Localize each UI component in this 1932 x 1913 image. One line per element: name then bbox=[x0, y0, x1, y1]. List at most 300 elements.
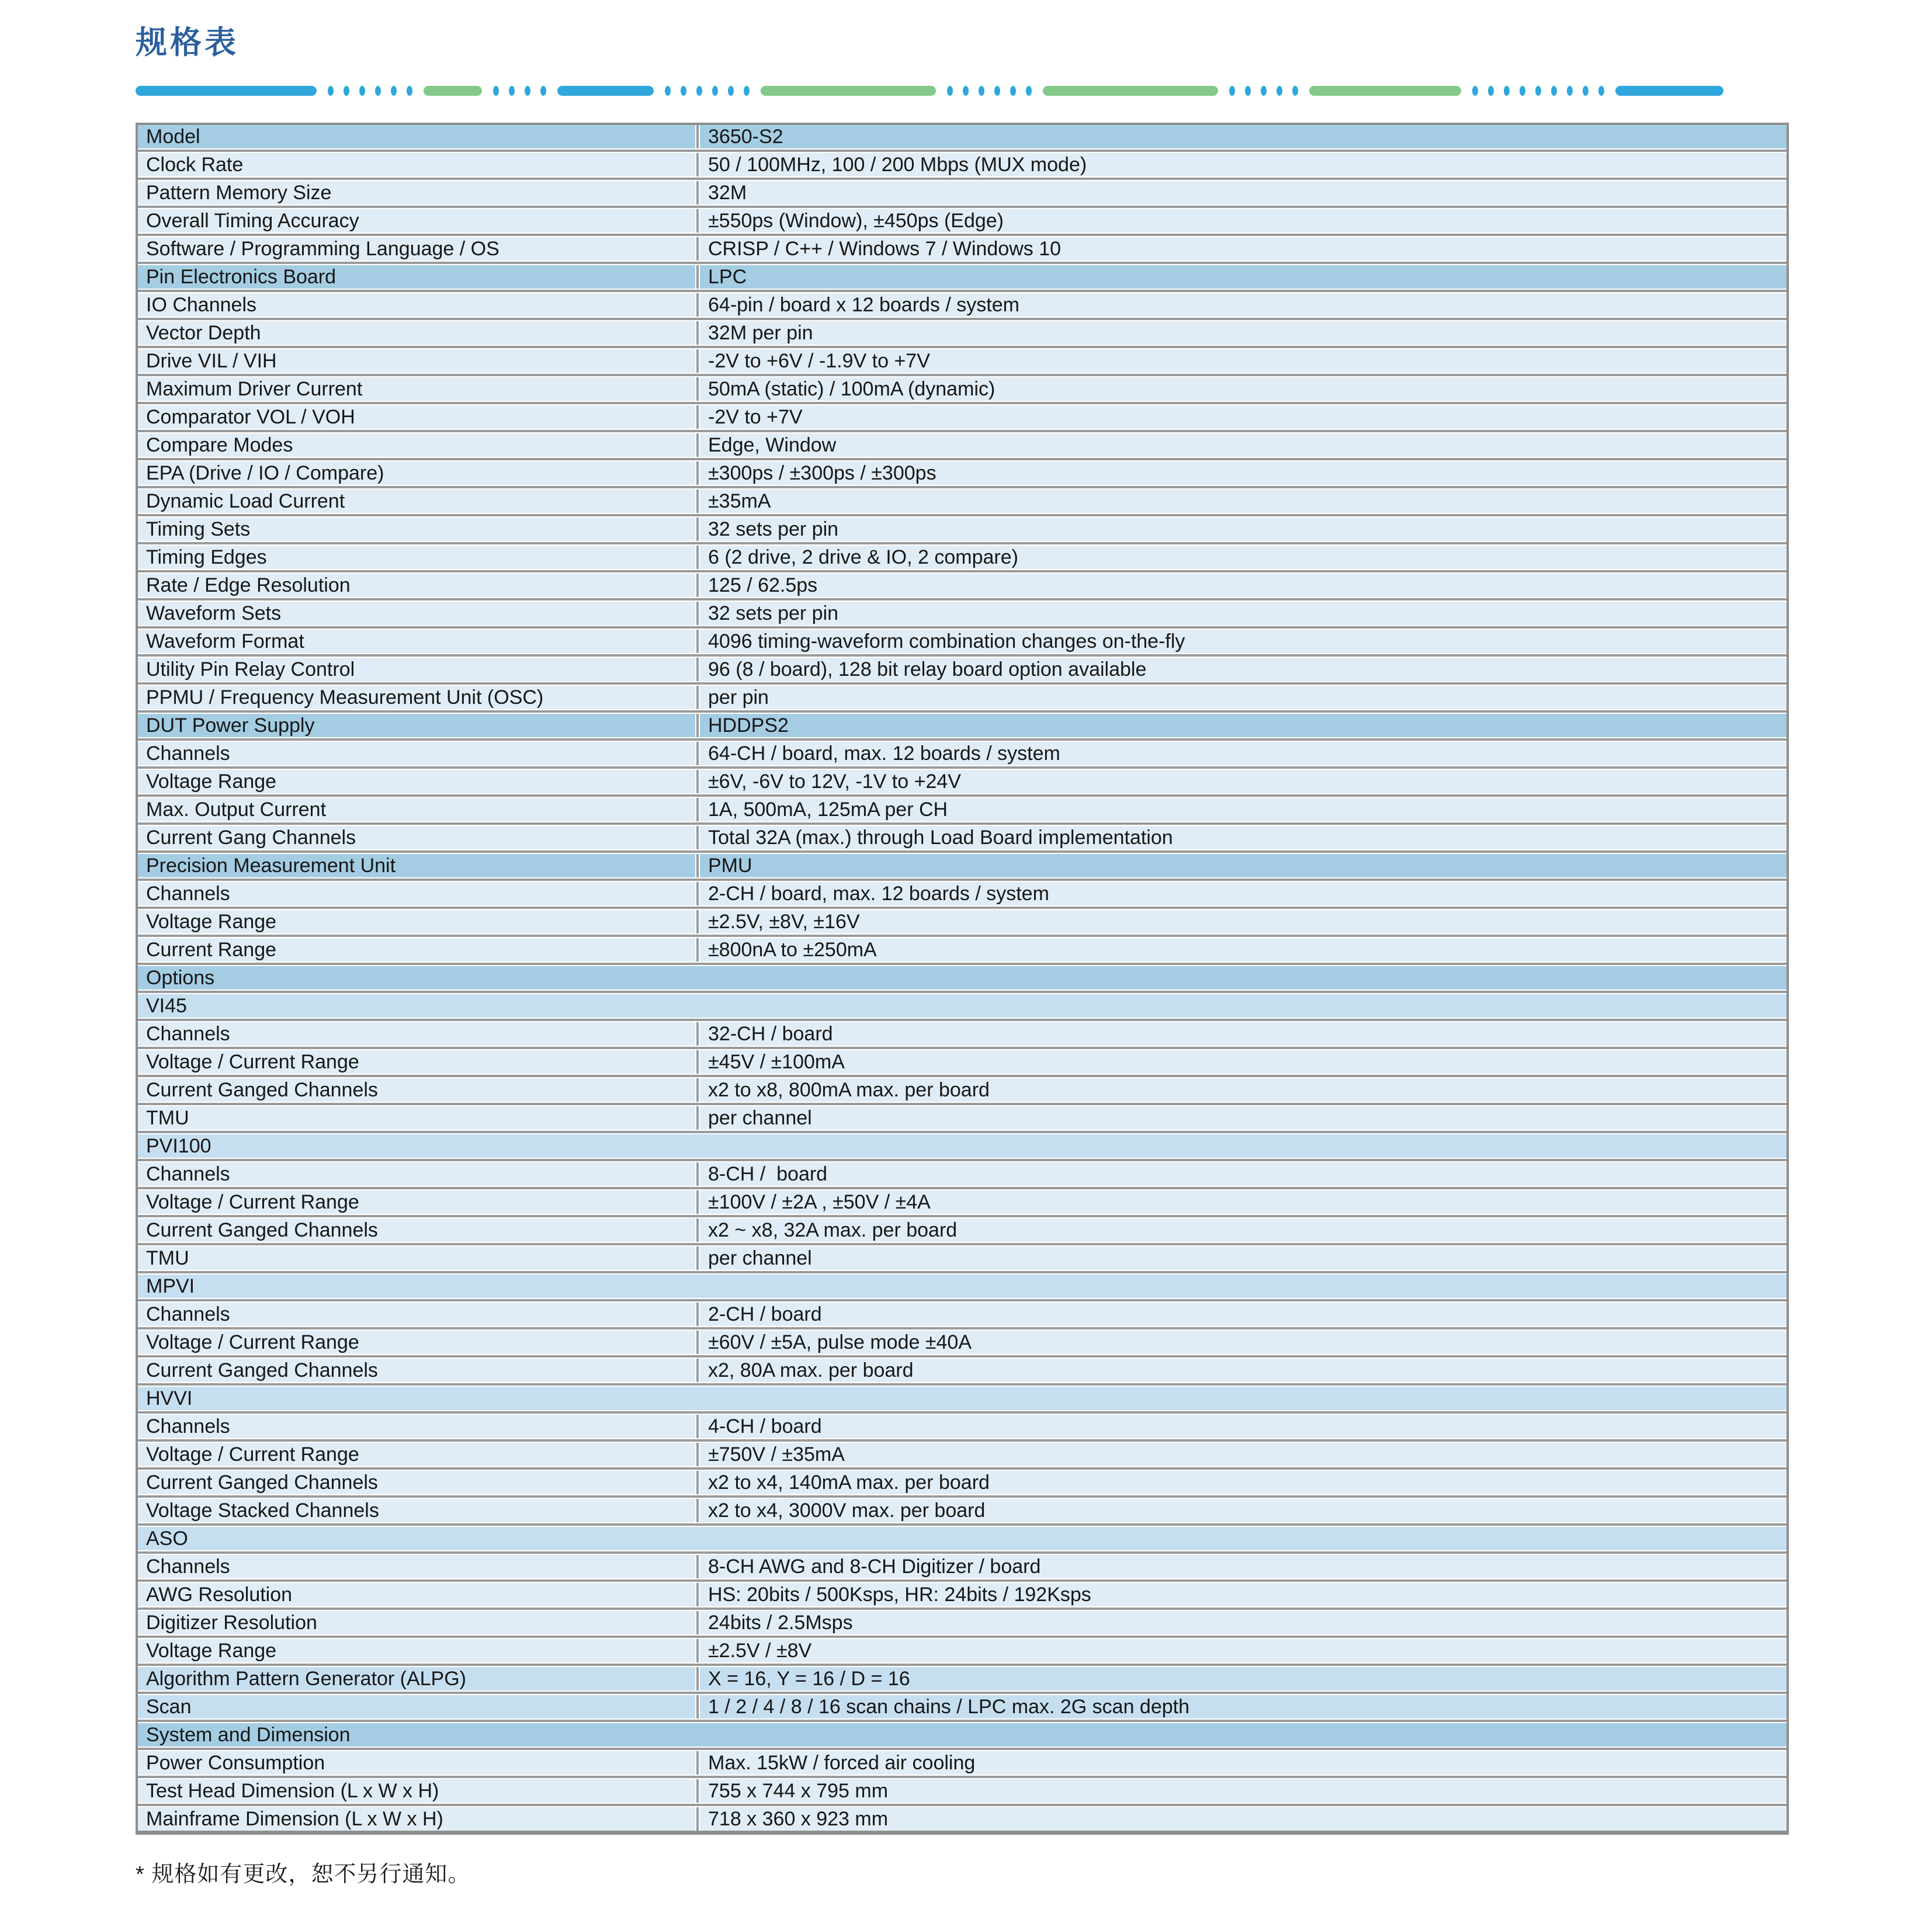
row-divider bbox=[138, 877, 1787, 882]
spec-label bbox=[138, 658, 695, 681]
column-divider bbox=[695, 1050, 700, 1074]
row-divider bbox=[138, 401, 1787, 405]
spec-value-text: HS: 20bits / 500Ksps, HR: 24bits / 192Ksps bbox=[708, 1584, 1091, 1606]
column-divider bbox=[695, 349, 700, 373]
column-divider bbox=[695, 1555, 700, 1578]
divider-dot bbox=[681, 86, 686, 96]
spec-value-text: HDDPS2 bbox=[708, 714, 789, 737]
spec-value bbox=[700, 1078, 1787, 1102]
spec-row bbox=[138, 1499, 1787, 1522]
spec-value bbox=[700, 265, 1787, 289]
spec-label-text: Software / Programming Language / OS bbox=[146, 238, 500, 261]
spec-label-text: Scan bbox=[146, 1696, 192, 1718]
section-header-row bbox=[138, 265, 1787, 289]
row-divider bbox=[138, 373, 1787, 377]
divider-dot bbox=[963, 86, 969, 96]
divider-dot bbox=[1261, 86, 1267, 96]
spec-label bbox=[138, 574, 695, 597]
row-divider bbox=[138, 1775, 1787, 1779]
spec-value-text: x2 to x8, 800mA max. per board bbox=[708, 1079, 990, 1102]
spec-value bbox=[700, 1162, 1787, 1186]
column-divider bbox=[695, 1190, 700, 1214]
spec-label bbox=[138, 1639, 695, 1662]
spec-row bbox=[138, 938, 1787, 961]
spec-value bbox=[700, 377, 1787, 401]
spec-label bbox=[138, 1247, 695, 1270]
spec-row bbox=[138, 1331, 1787, 1354]
spec-value bbox=[700, 686, 1787, 709]
spec-value bbox=[700, 181, 1787, 204]
column-divider bbox=[695, 321, 700, 345]
row-divider bbox=[138, 317, 1787, 321]
row-divider bbox=[138, 289, 1787, 293]
spec-value bbox=[700, 237, 1787, 261]
spec-label-text: Voltage Range bbox=[146, 1640, 277, 1662]
divider-dot bbox=[665, 86, 671, 96]
spec-label bbox=[138, 1078, 695, 1102]
spec-label bbox=[138, 1527, 1787, 1550]
column-divider bbox=[695, 1695, 700, 1718]
spec-row bbox=[138, 1022, 1787, 1046]
spec-row bbox=[138, 1359, 1787, 1382]
spec-row bbox=[138, 1443, 1787, 1466]
spec-value-text: ±35mA bbox=[708, 490, 771, 513]
spec-value-text: Total 32A (max.) through Load Board implementation bbox=[708, 827, 1173, 849]
section-header-row bbox=[138, 125, 1787, 148]
spec-label bbox=[138, 1050, 695, 1074]
column-divider bbox=[695, 1078, 700, 1102]
spec-label bbox=[138, 1695, 695, 1718]
spec-value-text: 4096 timing-waveform combination changes on-the-fly bbox=[708, 630, 1185, 653]
spec-value bbox=[700, 1695, 1787, 1718]
spec-label-text: Dynamic Load Current bbox=[146, 490, 345, 513]
spec-row bbox=[138, 1247, 1787, 1270]
spec-row bbox=[138, 770, 1787, 793]
row-divider bbox=[138, 1747, 1787, 1751]
column-divider bbox=[695, 1667, 700, 1690]
divider-dots bbox=[493, 86, 546, 96]
column-divider bbox=[695, 1779, 700, 1803]
spec-value bbox=[700, 518, 1787, 541]
spec-row bbox=[138, 461, 1787, 485]
spec-label-text: MPVI bbox=[146, 1275, 195, 1298]
column-divider bbox=[695, 574, 700, 597]
page-title: 规格表 bbox=[136, 25, 239, 60]
divider-dots bbox=[1472, 86, 1604, 96]
spec-label bbox=[138, 826, 695, 849]
row-divider bbox=[138, 513, 1787, 518]
divider-dot bbox=[1504, 86, 1510, 96]
column-divider bbox=[695, 686, 700, 709]
divider-dot bbox=[493, 86, 499, 96]
spec-label-text: Voltage / Current Range bbox=[146, 1443, 359, 1466]
spec-label bbox=[138, 321, 695, 345]
spec-value-text: LPC bbox=[708, 266, 747, 289]
spec-label-text: Algorithm Pattern Generator (ALPG) bbox=[146, 1668, 467, 1690]
spec-label bbox=[138, 1583, 695, 1606]
spec-label bbox=[138, 237, 695, 261]
spec-value bbox=[700, 461, 1787, 485]
spec-label bbox=[138, 209, 695, 232]
spec-label-text: Maximum Driver Current bbox=[146, 378, 363, 401]
spec-label bbox=[138, 1387, 1787, 1410]
spec-label bbox=[138, 1218, 695, 1242]
column-divider bbox=[695, 1415, 700, 1438]
column-divider bbox=[695, 714, 700, 737]
spec-label-text: EPA (Drive / IO / Compare) bbox=[146, 462, 384, 485]
row-divider bbox=[138, 1074, 1787, 1078]
spec-value bbox=[700, 1331, 1787, 1354]
spec-value-text: per pin bbox=[708, 686, 769, 709]
divider-dot bbox=[712, 86, 718, 96]
spec-value-text: 50 / 100MHz, 100 / 200 Mbps (MUX mode) bbox=[708, 154, 1087, 176]
spec-sheet-page bbox=[136, 26, 1789, 1888]
spec-value-text: Edge, Window bbox=[708, 434, 837, 457]
spec-row bbox=[138, 574, 1787, 597]
spec-value-text: x2 ~ x8, 32A max. per board bbox=[708, 1219, 958, 1242]
row-divider bbox=[138, 485, 1787, 489]
section-header-row bbox=[138, 966, 1787, 990]
spec-value-text: ±550ps (Window), ±450ps (Edge) bbox=[708, 210, 1004, 232]
spec-label-text: Current Ganged Channels bbox=[146, 1359, 378, 1382]
row-divider bbox=[138, 597, 1787, 602]
spec-label-text: Waveform Format bbox=[146, 630, 304, 653]
column-divider bbox=[695, 1331, 700, 1354]
row-divider bbox=[138, 1270, 1787, 1275]
spec-label-text: Current Ganged Channels bbox=[146, 1471, 378, 1494]
spec-row bbox=[138, 433, 1787, 457]
spec-value-text: ±100V / ±2A , ±50V / ±4A bbox=[708, 1191, 931, 1214]
spec-value bbox=[700, 1583, 1787, 1606]
spec-label-text: System and Dimension bbox=[146, 1724, 351, 1747]
spec-label bbox=[138, 518, 695, 541]
row-divider bbox=[138, 1130, 1787, 1134]
column-divider bbox=[695, 1471, 700, 1494]
spec-value-text: 755 x 744 x 795 mm bbox=[708, 1780, 889, 1803]
divider-dot bbox=[1535, 86, 1541, 96]
spec-row bbox=[138, 546, 1787, 569]
column-divider bbox=[695, 1807, 700, 1831]
spec-value-text: 8-CH / board bbox=[708, 1163, 828, 1186]
row-divider bbox=[138, 1046, 1787, 1050]
spec-label-text: Rate / Edge Resolution bbox=[146, 574, 351, 597]
spec-label bbox=[138, 798, 695, 821]
spec-label bbox=[138, 405, 695, 429]
spec-value bbox=[700, 1807, 1787, 1831]
spec-row bbox=[138, 686, 1787, 709]
spec-label bbox=[138, 1751, 695, 1775]
spec-label bbox=[138, 742, 695, 765]
spec-value bbox=[700, 349, 1787, 373]
spec-value-text: Max. 15kW / forced air cooling bbox=[708, 1752, 976, 1775]
divider-bar bbox=[761, 86, 936, 96]
spec-value bbox=[700, 798, 1787, 821]
spec-label bbox=[138, 349, 695, 373]
spec-label-text: Digitizer Resolution bbox=[146, 1612, 317, 1634]
row-divider bbox=[138, 148, 1787, 153]
spec-row bbox=[138, 1611, 1787, 1634]
divider-dot bbox=[1551, 86, 1557, 96]
subsection-row bbox=[138, 1387, 1787, 1410]
spec-value-text: ±2.5V, ±8V, ±16V bbox=[708, 911, 860, 933]
spec-row bbox=[138, 1303, 1787, 1326]
row-divider bbox=[138, 1466, 1787, 1471]
spec-label-text: DUT Power Supply bbox=[146, 714, 315, 737]
row-divider bbox=[138, 737, 1787, 742]
spec-label bbox=[138, 1667, 695, 1690]
row-divider bbox=[138, 261, 1787, 265]
spec-label-text: Overall Timing Accuracy bbox=[146, 210, 359, 232]
spec-value bbox=[700, 1555, 1787, 1578]
spec-row bbox=[138, 882, 1787, 905]
divider-dot bbox=[994, 86, 1000, 96]
spec-label bbox=[138, 1275, 1787, 1298]
spec-value-text: 2-CH / board, max. 12 boards / system bbox=[708, 883, 1049, 905]
row-divider bbox=[138, 1018, 1787, 1022]
spec-label bbox=[138, 489, 695, 513]
spec-value-text: 50mA (static) / 100mA (dynamic) bbox=[708, 378, 996, 401]
spec-label bbox=[138, 1443, 695, 1466]
spec-row bbox=[138, 1078, 1787, 1102]
divider-dot bbox=[1292, 86, 1298, 96]
spec-row bbox=[138, 181, 1787, 204]
divider-dot bbox=[525, 86, 530, 96]
spec-row bbox=[138, 1415, 1787, 1438]
spec-label bbox=[138, 1471, 695, 1494]
spec-label-text: TMU bbox=[146, 1107, 189, 1130]
row-divider bbox=[138, 1158, 1787, 1162]
spec-value-text: 64-CH / board, max. 12 boards / system bbox=[708, 742, 1060, 765]
spec-value-text: ±750V / ±35mA bbox=[708, 1443, 845, 1466]
spec-label-text: ASO bbox=[146, 1527, 188, 1550]
spec-value-text: 4-CH / board bbox=[708, 1415, 822, 1438]
divider-dot bbox=[391, 86, 397, 96]
section-header-row bbox=[138, 854, 1787, 877]
column-divider bbox=[695, 1499, 700, 1522]
column-divider bbox=[695, 630, 700, 653]
spec-value-text: ±2.5V / ±8V bbox=[708, 1640, 812, 1662]
spec-label bbox=[138, 1190, 695, 1214]
spec-value-text: ±6V, -6V to 12V, -1V to +24V bbox=[708, 770, 961, 793]
row-divider bbox=[138, 1634, 1787, 1639]
spec-label bbox=[138, 1723, 1787, 1747]
spec-value bbox=[700, 1022, 1787, 1046]
divider-dot bbox=[1277, 86, 1282, 96]
row-divider bbox=[138, 933, 1787, 938]
divider-dots bbox=[1229, 86, 1298, 96]
spec-label-text: Current Ganged Channels bbox=[146, 1219, 378, 1242]
row-divider bbox=[138, 821, 1787, 826]
spec-row bbox=[138, 518, 1787, 541]
spec-value-text: ±800nA to ±250mA bbox=[708, 939, 877, 961]
column-divider bbox=[695, 518, 700, 541]
spec-value bbox=[700, 489, 1787, 513]
spec-row bbox=[138, 1190, 1787, 1214]
divider-bar bbox=[557, 86, 654, 96]
spec-label-text: Precision Measurement Unit bbox=[146, 855, 396, 877]
spec-value-text: 718 x 360 x 923 mm bbox=[708, 1808, 889, 1831]
spec-label bbox=[138, 181, 695, 204]
row-divider bbox=[138, 765, 1787, 770]
column-divider bbox=[695, 546, 700, 569]
subsection-row bbox=[138, 1527, 1787, 1550]
divider-bar bbox=[1309, 86, 1461, 96]
column-divider bbox=[695, 293, 700, 317]
spec-label-text: Pin Electronics Board bbox=[146, 266, 337, 289]
spec-label bbox=[138, 461, 695, 485]
row-divider bbox=[138, 1102, 1787, 1106]
spec-value-text: 32M per pin bbox=[708, 322, 813, 345]
divider-dot bbox=[1472, 86, 1478, 96]
spec-value bbox=[700, 1667, 1787, 1690]
row-divider bbox=[138, 1410, 1787, 1415]
column-divider bbox=[695, 1303, 700, 1326]
row-divider bbox=[138, 961, 1787, 966]
divider-dots bbox=[328, 86, 412, 96]
divider-dots bbox=[947, 86, 1032, 96]
spec-value bbox=[700, 1218, 1787, 1242]
column-divider bbox=[695, 1022, 700, 1046]
spec-label-text: Voltage / Current Range bbox=[146, 1191, 359, 1214]
row-divider bbox=[138, 1718, 1787, 1723]
spec-row bbox=[138, 1695, 1787, 1718]
column-divider bbox=[695, 770, 700, 793]
spec-value-text: X = 16, Y = 16 / D = 16 bbox=[708, 1668, 910, 1690]
column-divider bbox=[695, 1359, 700, 1382]
spec-label bbox=[138, 1779, 695, 1803]
spec-value bbox=[700, 1443, 1787, 1466]
spec-value bbox=[700, 125, 1787, 148]
row-divider bbox=[138, 681, 1787, 686]
spec-row bbox=[138, 826, 1787, 849]
row-divider bbox=[138, 1494, 1787, 1499]
decorative-divider bbox=[136, 86, 1789, 96]
spec-label bbox=[138, 770, 695, 793]
spec-label-text: Utility Pin Relay Control bbox=[146, 658, 355, 681]
spec-value-text: 6 (2 drive, 2 drive & IO, 2 compare) bbox=[708, 546, 1018, 569]
spec-value bbox=[700, 574, 1787, 597]
divider-bar bbox=[1043, 86, 1218, 96]
divider-dot bbox=[979, 86, 984, 96]
spec-label-text: Clock Rate bbox=[146, 154, 244, 176]
spec-value-text: 8-CH AWG and 8-CH Digitizer / board bbox=[708, 1556, 1041, 1578]
spec-row bbox=[138, 489, 1787, 513]
spec-row bbox=[138, 658, 1787, 681]
column-divider bbox=[695, 1247, 700, 1270]
spec-value-text: per channel bbox=[708, 1247, 812, 1270]
spec-value bbox=[700, 293, 1787, 317]
divider-dot bbox=[540, 86, 546, 96]
spec-value bbox=[700, 826, 1787, 849]
spec-value bbox=[700, 910, 1787, 933]
spec-value-text: 96 (8 / board), 128 bit relay board option available bbox=[708, 658, 1147, 681]
spec-value-text: -2V to +7V bbox=[708, 406, 803, 429]
spec-label bbox=[138, 854, 695, 877]
spec-label-text: Compare Modes bbox=[146, 434, 293, 457]
spec-value bbox=[700, 1611, 1787, 1634]
spec-value-text: x2 to x4, 140mA max. per board bbox=[708, 1471, 990, 1494]
divider-dot bbox=[375, 86, 381, 96]
spec-value bbox=[700, 602, 1787, 625]
spec-row bbox=[138, 321, 1787, 345]
column-divider bbox=[695, 1106, 700, 1130]
divider-dot bbox=[728, 86, 734, 96]
column-divider bbox=[695, 826, 700, 849]
spec-label bbox=[138, 546, 695, 569]
footnote: * 规格如有更改，恕不另行通知。 bbox=[136, 1862, 471, 1887]
row-divider bbox=[138, 429, 1787, 433]
spec-row bbox=[138, 1751, 1787, 1775]
spec-row bbox=[138, 1162, 1787, 1186]
spec-label-text: Channels bbox=[146, 1556, 230, 1578]
column-divider bbox=[695, 433, 700, 457]
divider-dot bbox=[1520, 86, 1525, 96]
spec-value bbox=[700, 770, 1787, 793]
spec-label-text: Timing Edges bbox=[146, 546, 267, 569]
divider-dot bbox=[744, 86, 750, 96]
column-divider bbox=[695, 742, 700, 765]
column-divider bbox=[695, 1443, 700, 1466]
spec-label-text: Voltage Range bbox=[146, 911, 277, 933]
spec-label-text: Waveform Sets bbox=[146, 602, 282, 625]
divider-dot bbox=[359, 86, 365, 96]
spec-value bbox=[700, 1106, 1787, 1130]
spec-label-text: Power Consumption bbox=[146, 1752, 325, 1775]
spec-row bbox=[138, 1106, 1787, 1130]
spec-value bbox=[700, 321, 1787, 345]
divider-dot bbox=[1598, 86, 1604, 96]
spec-label-text: Mainframe Dimension (L x W x H) bbox=[146, 1808, 443, 1831]
spec-value bbox=[700, 405, 1787, 429]
spec-row bbox=[138, 1807, 1787, 1831]
row-divider bbox=[138, 905, 1787, 910]
spec-label-text: Voltage / Current Range bbox=[146, 1051, 359, 1074]
spec-value-text: ±60V / ±5A, pulse mode ±40A bbox=[708, 1331, 972, 1354]
row-divider bbox=[138, 569, 1787, 574]
column-divider bbox=[695, 209, 700, 232]
spec-label bbox=[138, 1555, 695, 1578]
column-divider bbox=[695, 658, 700, 681]
spec-label-text: HVVI bbox=[146, 1387, 193, 1410]
row-divider bbox=[138, 345, 1787, 349]
spec-value bbox=[700, 1751, 1787, 1775]
divider-bar bbox=[424, 86, 482, 96]
column-divider bbox=[695, 405, 700, 429]
spec-row bbox=[138, 1471, 1787, 1494]
row-divider bbox=[138, 232, 1787, 237]
spec-label bbox=[138, 1331, 695, 1354]
spec-row bbox=[138, 1218, 1787, 1242]
divider-dot bbox=[1229, 86, 1235, 96]
spec-row bbox=[138, 1555, 1787, 1578]
spec-label bbox=[138, 966, 1787, 990]
spec-value-text: 32M bbox=[708, 182, 747, 204]
column-divider bbox=[695, 153, 700, 176]
column-divider bbox=[695, 237, 700, 261]
spec-value-text: 1 / 2 / 4 / 8 / 16 scan chains / LPC max. 2G scan depth bbox=[708, 1696, 1190, 1718]
divider-dot bbox=[696, 86, 702, 96]
spec-label-text: Channels bbox=[146, 1415, 230, 1438]
column-divider bbox=[695, 1583, 700, 1606]
spec-value-text: x2 to x4, 3000V max. per board bbox=[708, 1499, 986, 1522]
row-divider bbox=[138, 1242, 1787, 1247]
spec-value bbox=[700, 1050, 1787, 1074]
spec-value bbox=[700, 1415, 1787, 1438]
spec-label bbox=[138, 1611, 695, 1634]
spec-value bbox=[700, 1779, 1787, 1803]
spec-label-text: Channels bbox=[146, 742, 230, 765]
spec-label-text: Pattern Memory Size bbox=[146, 182, 332, 204]
